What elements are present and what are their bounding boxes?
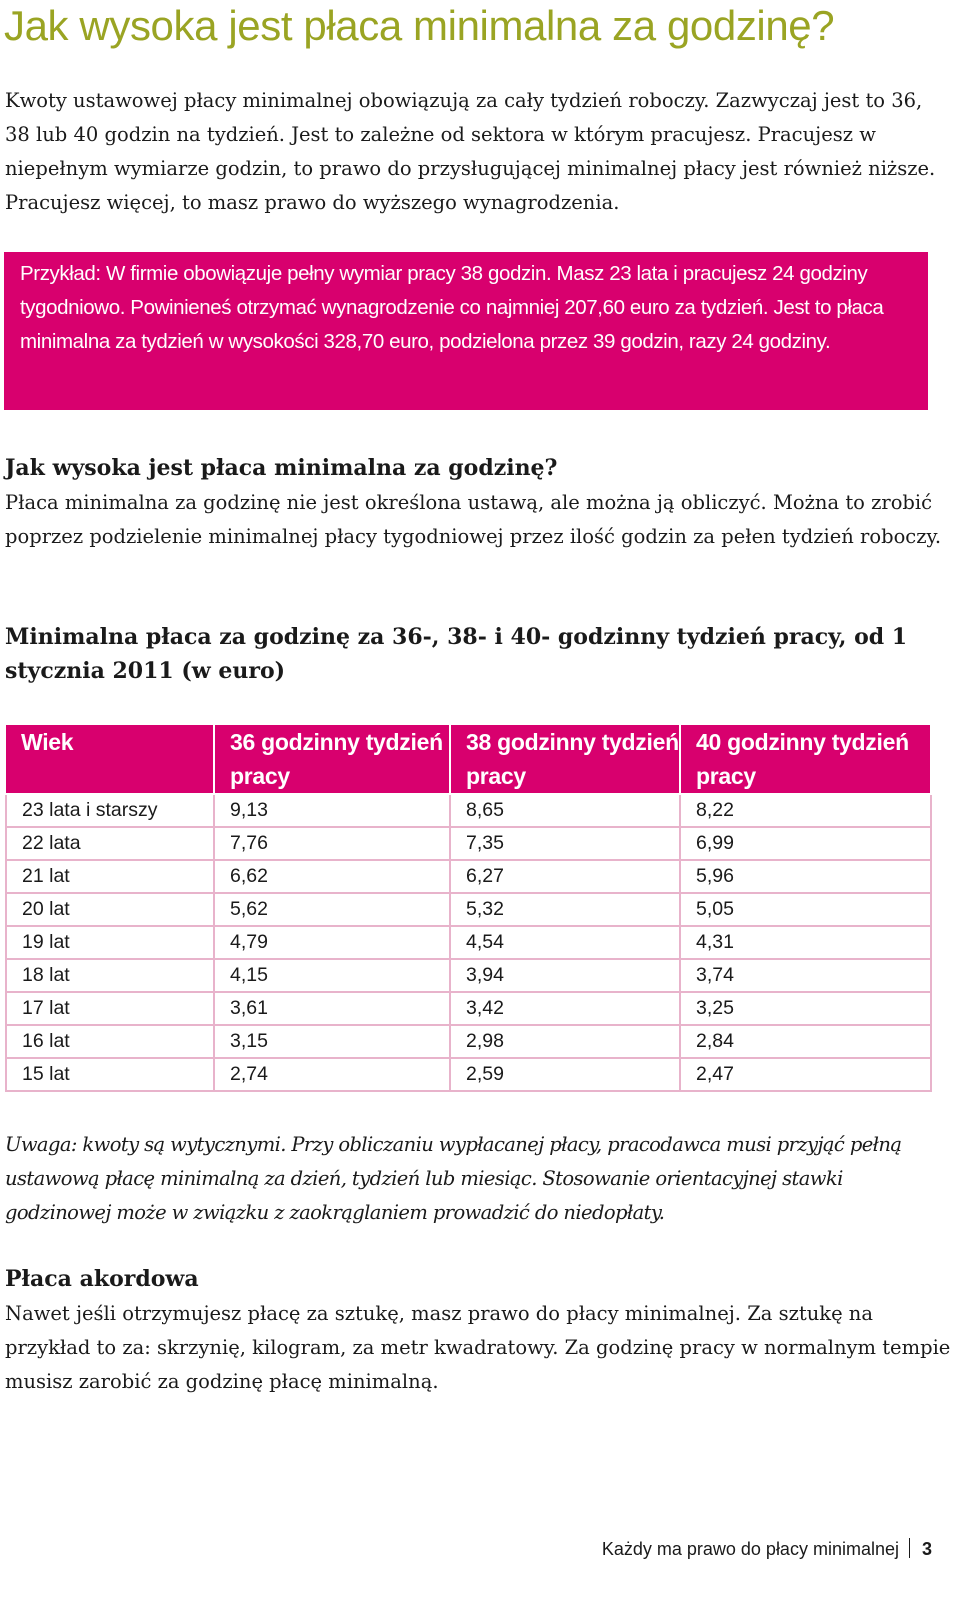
age-cell: 22 lata (6, 827, 214, 860)
table-row (6, 992, 931, 1025)
note-paragraph: Uwaga: kwoty są wytycznymi. Przy obliczaniu wypłacanej płacy, pracodawca musi przyjąć pełną ustawową płacę minimalną za dzień, tydzień lub miesiąc. Stosowanie orientacyjnej stawki godzinowej może w związku z zaokrąglaniem prowadzić do niedopłaty. (5, 1133, 902, 1224)
wage-cell: 3,74 (680, 959, 931, 992)
wage-cell: 2,84 (680, 1025, 931, 1058)
page-title: Jak wysoka jest płaca minimalna za godzinę? (4, 2, 835, 49)
footer-separator (909, 1538, 910, 1558)
hourly-wage-paragraph: Płaca minimalna za godzinę nie jest określona ustawą, ale można ją obliczyć. Można to zrobić poprzez podzielenie minimalnej płacy tygodniowej przez ilość godzin za pełen tydzień roboczy. (5, 491, 942, 548)
wage-cell: 4,15 (214, 959, 450, 992)
header-38-hours: 38 godzinny tydzień pracy (450, 725, 680, 794)
wage-cell: 7,35 (450, 827, 680, 860)
age-cell: 18 lat (6, 959, 214, 992)
wage-cell: 2,74 (214, 1058, 450, 1091)
table-title: Minimalna płaca za godzinę za 36-, 38- i 40- godzinny tydzień pracy, od 1 stycznia 2011 (w euro) (5, 624, 908, 684)
age-cell: 20 lat (6, 893, 214, 926)
wage-cell: 3,42 (450, 992, 680, 1025)
wage-cell: 6,62 (214, 860, 450, 893)
wage-cell: 9,13 (214, 794, 450, 827)
table-row (6, 959, 931, 992)
table-row (6, 893, 931, 926)
table-row (6, 926, 931, 959)
wage-cell: 2,98 (450, 1025, 680, 1058)
wage-cell: 5,32 (450, 893, 680, 926)
wage-cell: 3,25 (680, 992, 931, 1025)
page-number: 3 (921, 1539, 932, 1559)
wage-cell: 2,59 (450, 1058, 680, 1091)
age-cell: 17 lat (6, 992, 214, 1025)
age-cell: 21 lat (6, 860, 214, 893)
page-footer (602, 1538, 932, 1560)
wage-cell: 4,54 (450, 926, 680, 959)
piecework-heading: Płaca akordowa (5, 1266, 199, 1292)
wage-cell: 7,76 (214, 827, 450, 860)
header-age: Wiek (6, 725, 214, 794)
header-36-hours: 36 godzinny tydzień pracy (214, 725, 450, 794)
wage-cell: 8,65 (450, 794, 680, 827)
wage-cell: 5,05 (680, 893, 931, 926)
table-row (6, 794, 931, 827)
wage-cell: 8,22 (680, 794, 931, 827)
wage-cell: 3,94 (450, 959, 680, 992)
table-body (6, 794, 931, 1091)
wage-cell: 6,27 (450, 860, 680, 893)
wage-cell: 5,62 (214, 893, 450, 926)
hourly-wage-heading: Jak wysoka jest płaca minimalna za godzinę? (5, 455, 558, 481)
table-row (6, 860, 931, 893)
hourly-wage-table (5, 725, 932, 1092)
wage-cell: 6,99 (680, 827, 931, 860)
footer-text: Każdy ma prawo do płacy minimalnej (601, 1539, 899, 1559)
wage-cell: 5,96 (680, 860, 931, 893)
wage-cell: 4,79 (214, 926, 450, 959)
table-row (6, 1025, 931, 1058)
header-40-hours: 40 godzinny tydzień pracy (680, 725, 931, 794)
piecework-paragraph: Nawet jeśli otrzymujesz płacę za sztukę, masz prawo do płacy minimalnej. Za sztukę na przykład to za: skrzynię, kilogram, za metr kwadratowy. Za godzinę pracy w normalnym tempie musisz zarobić za godzinę płacę minimalną. (5, 1302, 951, 1393)
table-row (6, 827, 931, 860)
example-box: Przykład: W firmie obowiązuje pełny wymiar pracy 38 godzin. Masz 23 lata i pracujesz 24 godziny tygodniowo. Powinieneś otrzymać wynagrodzenie co najmniej 207,60 euro za tydzień. Jest to płaca minimalna za tydzień w wysokości 328,70 euro, podzielona przez 39 godzin, razy 24 godziny. (4, 252, 928, 410)
wage-cell: 4,31 (680, 926, 931, 959)
age-cell: 15 lat (6, 1058, 214, 1091)
table-row (6, 1058, 931, 1091)
age-cell: 16 lat (6, 1025, 214, 1058)
wage-cell: 2,47 (680, 1058, 931, 1091)
wage-cell: 3,15 (214, 1025, 450, 1058)
intro-paragraph: Kwoty ustawowej płacy minimalnej obowiązują za cały tydzień roboczy. Zazwyczaj jest to 36, 38 lub 40 godzin na tydzień. Jest to zależne od sektora w którym pracujesz. Pracujesz w niepełnym wymiarze godzin, to prawo do przysługującej minimalnej płacy jest również niższe. Pracujesz więcej, to masz prawo do wyższego wynagrodzenia. (5, 89, 936, 214)
age-cell: 19 lat (6, 926, 214, 959)
wage-cell: 3,61 (214, 992, 450, 1025)
table-header-row (6, 725, 931, 794)
age-cell: 23 lata i starszy (6, 794, 214, 827)
